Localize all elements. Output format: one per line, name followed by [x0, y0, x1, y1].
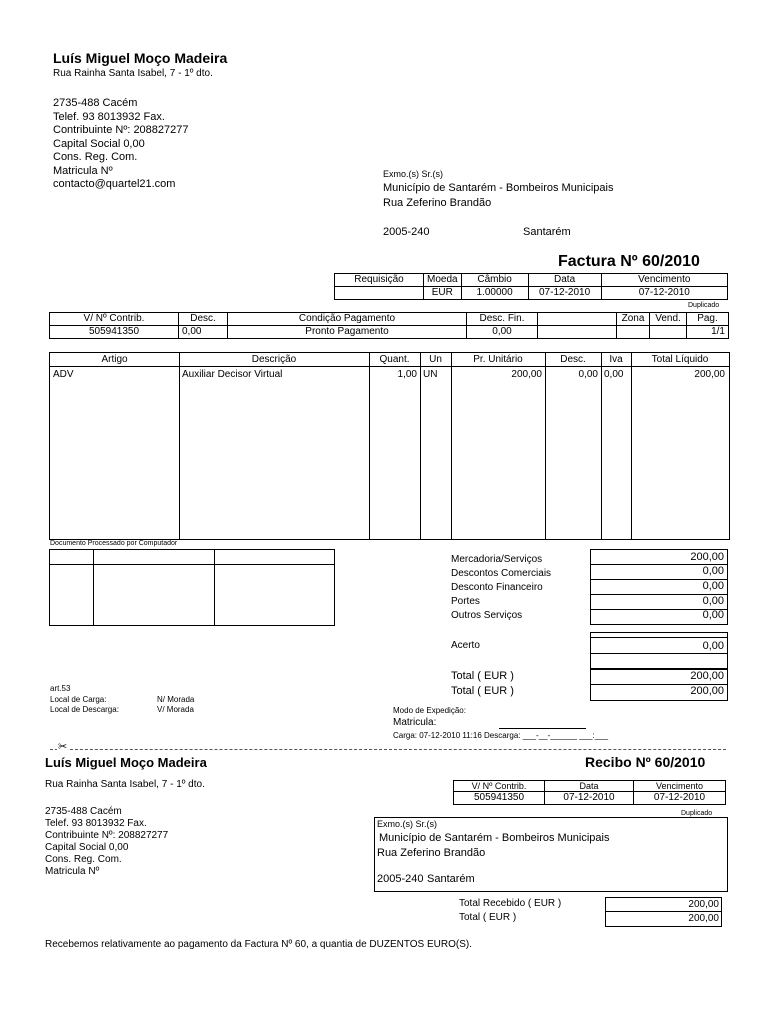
- value-cell: 07-12-2010: [545, 792, 634, 805]
- total-eur-label: Total ( EUR ): [451, 670, 514, 682]
- tax-summary-grid: [49, 549, 335, 626]
- header-cell: Câmbio: [461, 274, 528, 287]
- receipt-supplier-details: [45, 806, 168, 878]
- customer-street: Rua Zeferino Brandão: [383, 197, 492, 209]
- value-cell: 07-12-2010: [601, 287, 727, 300]
- expedition-matricula: Matricula:: [393, 717, 437, 728]
- receipt-registry: Cons. Reg. Com.: [45, 854, 122, 865]
- cell-total: 200,00: [694, 369, 725, 380]
- col-quant: Quant.: [379, 354, 410, 365]
- totals-box: [590, 549, 728, 625]
- header-cell: Zona: [617, 313, 650, 326]
- receipt-customer-box: [374, 817, 728, 892]
- col-desc: Desc.: [560, 354, 586, 365]
- receipt-customer-street: Rua Zeferino Brandão: [377, 847, 486, 859]
- info-header-row: [50, 313, 729, 326]
- processed-note: Documento Processado por Computador: [50, 540, 178, 547]
- col-iva: Iva: [609, 354, 623, 365]
- col-artigo: Artigo: [101, 354, 128, 365]
- receipt-phone: Telef. 93 8013932 Fax.: [45, 818, 147, 829]
- supplier-taxid: Contribuinte Nº: 208827277: [53, 124, 189, 136]
- header-cell: V/ Nº Contrib.: [50, 313, 179, 326]
- descarga-value: V/ Morada: [157, 705, 194, 714]
- col-descricao: Descrição: [251, 354, 297, 365]
- invoice-title: Factura Nº 60/2010: [558, 253, 700, 270]
- received-label: Total Recebido ( EUR ): [459, 898, 562, 909]
- acerto-label: Acerto: [451, 640, 480, 651]
- receipt-header-table: [453, 780, 726, 805]
- descarga-label: Local de Descarga:: [50, 705, 119, 714]
- col-un: Un: [429, 354, 442, 365]
- cell-un: UN: [423, 369, 438, 380]
- info-value-row: [50, 326, 729, 339]
- receipt-customer-postcode: 2005-240: [377, 873, 424, 885]
- header-cell: V/ Nº Contrib.: [454, 781, 545, 792]
- header-cell: Condição Pagamento: [228, 313, 467, 326]
- value-cell: [650, 326, 687, 339]
- value-cell: [335, 287, 424, 300]
- value-cell: 1/1: [687, 326, 729, 339]
- receipt-total-value: 200,00: [688, 913, 719, 924]
- invoice-header-row: [335, 274, 728, 287]
- expedition-mode: Modo de Expedição:: [393, 706, 466, 715]
- header-cell: Moeda: [424, 274, 462, 287]
- cell-desc: 0,00: [578, 369, 598, 380]
- receipt-totals-box: [605, 897, 722, 927]
- value-cell: 07-12-2010: [528, 287, 601, 300]
- value-cell: 505941350: [454, 792, 545, 805]
- supplier-registry: Cons. Reg. Com.: [53, 151, 138, 163]
- acerto-value: 0,00: [702, 640, 724, 652]
- acerto-box: [590, 632, 728, 670]
- value-cell: 07-12-2010: [634, 792, 726, 805]
- supplier-phone: Telef. 93 8013932 Fax.: [53, 110, 165, 123]
- col-preco: Pr. Unitário: [473, 354, 523, 365]
- receipt-copy-label: Duplicado: [681, 810, 713, 817]
- cell-quant: 1,00: [397, 369, 417, 380]
- header-cell: Vend.: [650, 313, 687, 326]
- col-total: Total Líquido: [651, 354, 709, 365]
- value-cell: [538, 326, 617, 339]
- total-value: 0,00: [702, 595, 724, 607]
- customer-postcode: 2005-240: [383, 226, 430, 238]
- total-label: Outros Serviços: [451, 610, 523, 621]
- header-cell: Data: [545, 781, 634, 792]
- total-value: 0,00: [702, 565, 724, 577]
- receipt-value-row: [454, 792, 726, 805]
- customer-name: Município de Santarém - Bombeiros Municipais: [383, 182, 614, 194]
- supplier-postal: 2735-488 Cacém: [53, 97, 138, 109]
- supplier-capital: Capital Social 0,00: [53, 137, 145, 150]
- art-note: art.53: [50, 684, 71, 693]
- customer-city: Santarém: [523, 226, 571, 238]
- total-eur-label: Total ( EUR ): [451, 685, 514, 697]
- receipt-greeting: Exmo.(s) Sr.(s): [377, 819, 437, 829]
- invoice-value-row: [335, 287, 728, 300]
- header-cell: Pag.: [687, 313, 729, 326]
- header-cell: [538, 313, 617, 326]
- receipt-capital: Capital Social 0,00: [45, 842, 129, 853]
- total-label: Desconto Financeiro: [451, 582, 543, 593]
- total-value: 200,00: [690, 551, 724, 563]
- expedition-carga: Carga: 07-12-2010 11:16 Descarga: ___-__-______ ___:___: [393, 731, 609, 740]
- total-eur-box: [590, 668, 728, 701]
- value-cell: 0,00: [179, 326, 228, 339]
- total-label: Descontos Comerciais: [451, 568, 552, 579]
- total-eur-value: 200,00: [690, 670, 724, 682]
- invoice-header-table: [334, 273, 728, 300]
- receipt-statement: Recebemos relativamente ao pagamento da Factura Nº 60, a quantia de DUZENTOS EURO(S).: [45, 939, 473, 950]
- receipt-title: Recibo Nº 60/2010: [585, 754, 706, 770]
- receipt-customer-city: Santarém: [427, 873, 475, 885]
- header-cell: Vencimento: [601, 274, 727, 287]
- supplier-address: Rua Rainha Santa Isabel, 7 - 1º dto.: [53, 68, 213, 79]
- total-eur-value: 200,00: [690, 685, 724, 697]
- header-cell: Data: [528, 274, 601, 287]
- cell-descricao: Auxiliar Decisor Virtual: [182, 369, 283, 380]
- cell-artigo: ADV: [53, 369, 74, 380]
- receipt-supplier-name: Luís Miguel Moço Madeira: [45, 755, 207, 770]
- total-value: 0,00: [702, 580, 724, 592]
- supplier-email: contacto@quartel21.com: [53, 178, 176, 190]
- receipt-address: Rua Rainha Santa Isabel, 7 - 1º dto.: [45, 779, 205, 790]
- cell-iva: 0,00: [604, 369, 624, 380]
- supplier-name: Luís Miguel Moço Madeira: [53, 50, 228, 66]
- header-cell: Desc.: [179, 313, 228, 326]
- total-label: Mercadoria/Serviços: [451, 554, 543, 565]
- receipt-customer-name: Município de Santarém - Bombeiros Municipais: [379, 832, 610, 844]
- value-cell: EUR: [424, 287, 462, 300]
- totals-labels: [451, 553, 551, 623]
- supplier-details: [53, 97, 189, 192]
- carga-label: Local de Carga:: [50, 695, 107, 704]
- total-value: 0,00: [702, 609, 724, 621]
- cut-line: [50, 749, 726, 750]
- supplier-matricula: Matricula Nº: [53, 164, 113, 177]
- header-cell: Requisição: [335, 274, 424, 287]
- received-value: 200,00: [688, 899, 719, 910]
- info-table: [49, 312, 729, 339]
- cell-preco: 200,00: [511, 369, 542, 380]
- header-cell: Desc. Fin.: [467, 313, 538, 326]
- copy-label: Duplicado: [688, 302, 720, 309]
- receipt-matricula: Matricula Nº: [45, 866, 100, 877]
- carga-value: N/ Morada: [157, 695, 195, 704]
- value-cell: [617, 326, 650, 339]
- header-cell: Vencimento: [634, 781, 726, 792]
- value-cell: 1.00000: [461, 287, 528, 300]
- value-cell: 0,00: [467, 326, 538, 339]
- customer-greeting: Exmo.(s) Sr.(s): [383, 169, 443, 179]
- receipt-postal: 2735-488 Cacém: [45, 806, 122, 817]
- value-cell: Pronto Pagamento: [228, 326, 467, 339]
- receipt-total-label: Total ( EUR ): [459, 912, 517, 923]
- total-label: Portes: [451, 596, 480, 607]
- scissors-icon: ✂: [58, 741, 68, 753]
- receipt-taxid: Contribuinte Nº: 208827277: [45, 830, 169, 841]
- receipt-header-row: [454, 781, 726, 792]
- value-cell: 505941350: [50, 326, 179, 339]
- line-items-table: [49, 352, 730, 540]
